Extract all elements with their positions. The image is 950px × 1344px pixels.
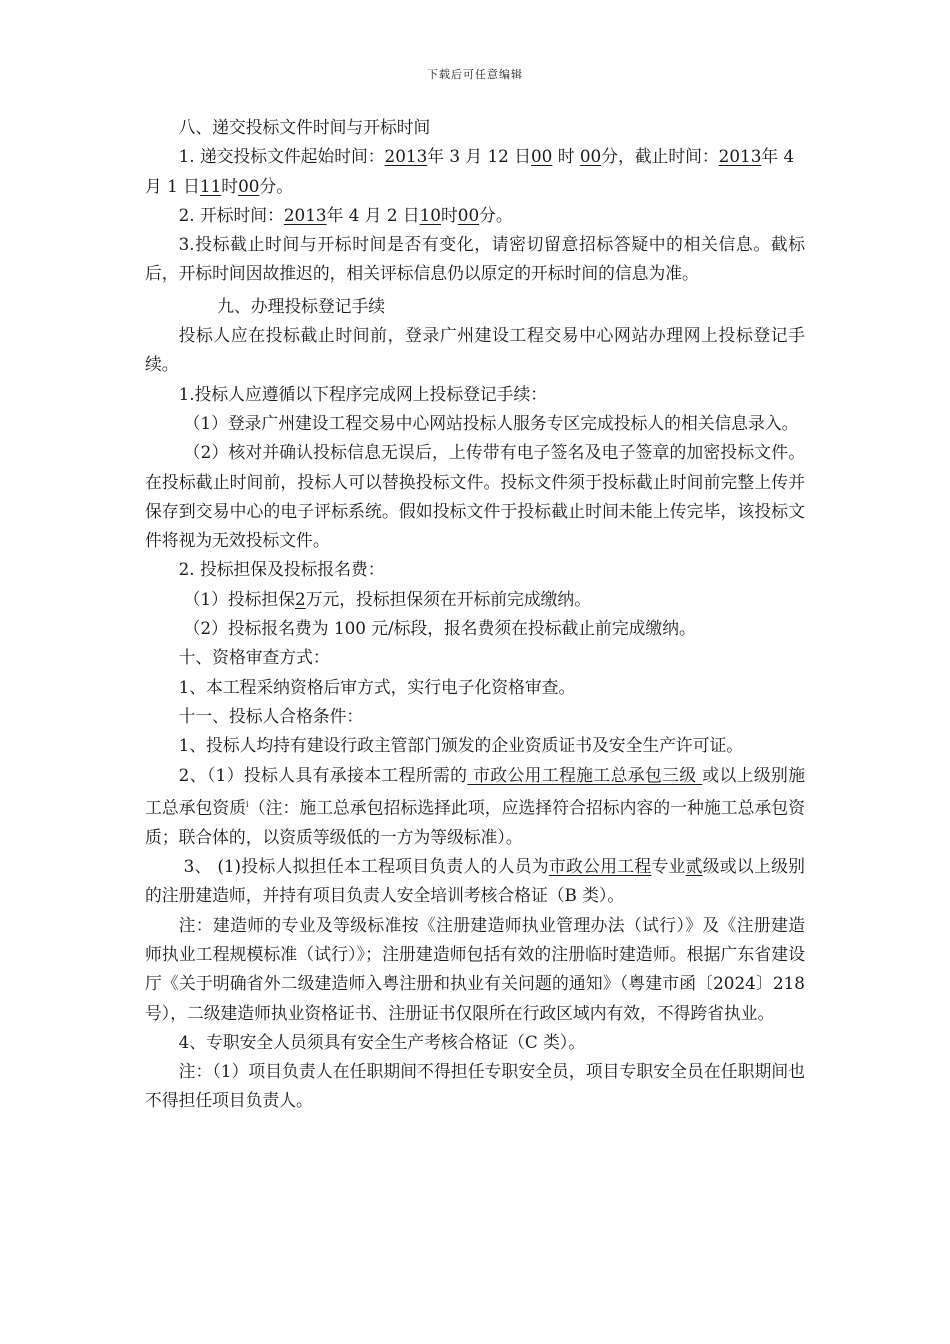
opening-time: 2. 开标时间：2013年 4 月 2 日10时00分。 xyxy=(178,204,513,225)
condition-4: 4、专职安全人员须具有安全生产考核合格证（C 类）。 xyxy=(178,1031,586,1052)
start-hour: 00 xyxy=(530,146,553,167)
required-major: 市政公用工程 xyxy=(548,856,652,877)
procedure-step-1: （1）登录广州建设工程交易中心网站投标人服务专区完成投标人的相关信息录入。 xyxy=(183,412,799,433)
end-year: 2013 xyxy=(718,146,762,167)
condition-1: 1、投标人均持有建设行政主管部门颁发的企业资质证书及安全生产许可证。 xyxy=(178,735,744,756)
guarantee-amount: 2 xyxy=(295,588,306,609)
safety-officer-note: 注：（1）项目负责人在任职期间不得担任专职安全员，项目专职安全员在任职期间也不得担任项目负责人。 xyxy=(145,1061,805,1111)
bid-guarantee: （1）投标担保2万元，投标担保须在开标前完成缴纳。 xyxy=(183,588,591,609)
section-10-title: 十、资格审查方式： xyxy=(178,647,330,668)
end-hour: 11 xyxy=(199,175,222,196)
opening-hour: 10 xyxy=(419,204,441,225)
submission-time: 1. 递交投标文件起始时间：2013年 3 月 12 日00 时 00分，截止时间：2013年 4 月 1 日11时00分。 xyxy=(145,146,795,196)
start-minute: 00 xyxy=(579,146,602,167)
section-8-title: 八、递交投标文件时间与开标时间 xyxy=(178,117,431,137)
page-header: 下载后可任意编辑 xyxy=(427,68,523,81)
registration-fee: （2）投标报名费为 100 元/标段，报名费须在投标截止前完成缴纳。 xyxy=(183,618,696,639)
procedure-step-2: （2）核对并确认投标信息无误后，上传带有电子签名及电子签章的加密投标文件。在投标截止时间前，投标人可以替换投标文件。投标文件须于投标截止时间前完整上传并保存到交易中心的电子评标系统。假如投标文件于投标截止时间未能上传完毕，该投标文件将视为无效投标文件。 xyxy=(145,442,805,551)
footnote-marker: i xyxy=(246,799,249,809)
section-9-title: 九、办理投标登记手续 xyxy=(217,295,386,316)
section-11-title: 十一、投标人合格条件： xyxy=(178,705,364,726)
opening-year: 2013 xyxy=(283,204,327,225)
qualification-review-method: 1、本工程采纳资格后审方式，实行电子化资格审查。 xyxy=(178,676,576,697)
required-qualification: 市政公用工程施工总承包三级 xyxy=(467,764,703,785)
registration-intro: 投标人应在投标截止时间前，登录广州建设工程交易中心网站办理网上投标登记手续。 xyxy=(145,325,805,375)
deadline-change-note: 3.投标截止时间与开标时间是否有变化，请密切留意招标答疑中的相关信息。截标后，开标时间因故推迟的，相关评标信息仍以原定的开标时间的信息为准。 xyxy=(145,234,805,284)
required-grade: 贰 xyxy=(685,856,703,877)
guarantee-and-fee: 2. 投标担保及投标报名费： xyxy=(178,559,385,580)
condition-3: 3、 (1)投标人拟担任本工程项目负责人的人员为市政公用工程专业贰级或以上级别的注册建造师，并持有项目负责人安全培训考核合格证（B 类）。 xyxy=(145,856,805,906)
end-minute: 00 xyxy=(238,175,260,196)
condition-2: 2、（1）投标人具有承接本工程所需的 市政公用工程施工总承包三级 或以上级别施工总承包资质$^i$（注：施工总承包招标选择此项，应选择符合招标内容的一种施工总承包资质；联合体的，以资质等级低的一方为等级标准）。 xyxy=(145,764,805,847)
opening-minute: 00 xyxy=(457,204,480,225)
start-year: 2013 xyxy=(384,146,428,167)
registration-procedure: 1.投标人应遵循以下程序完成网上投标登记手续： xyxy=(178,383,548,404)
constructor-note: 注：建造师的专业及等级标准按《注册建造师执业管理办法（试行）》及《注册建造师执业工程规模标准（试行）》；注册建造师包括有效的注册临时建造师。根据广东省建设厅《关于明确省外二级建造师入粤注册和执业有关问题的通知》（粤建市函〔2024〕218 号），二级建造师执业资格证书、注册证书仅限所在行政区域内有效，不得跨省执业。 xyxy=(145,914,805,1023)
document-body xyxy=(145,113,805,1116)
